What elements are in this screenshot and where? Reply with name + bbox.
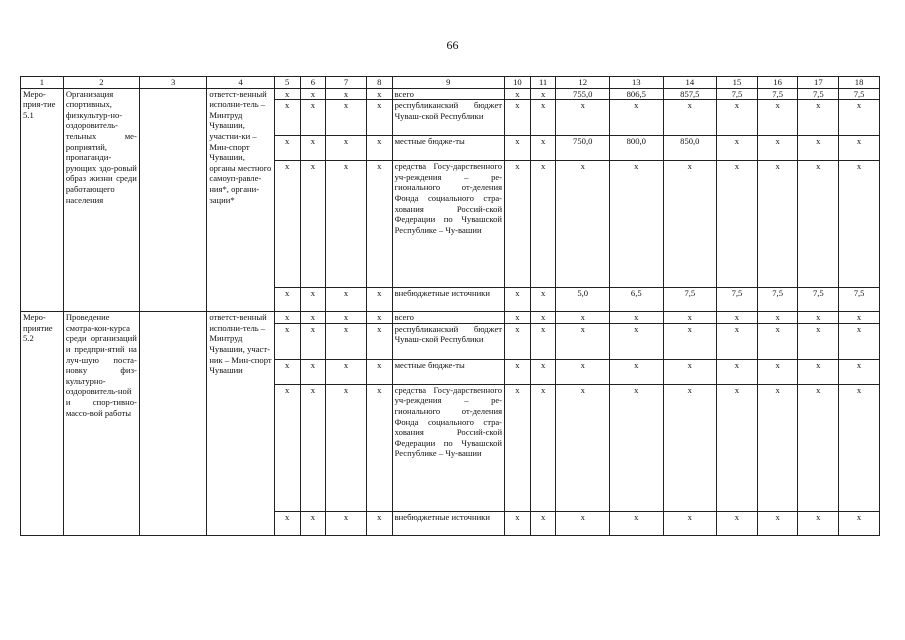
value-cell: x	[326, 136, 367, 161]
value-cell: x	[530, 136, 556, 161]
value-cell: x	[798, 359, 839, 384]
value-cell: x	[326, 288, 367, 312]
column-number: 18	[839, 77, 880, 89]
value-cell: x	[757, 323, 798, 359]
funding-source: внебюджетные источники	[392, 288, 504, 312]
value-cell: x	[300, 288, 326, 312]
funding-table	[20, 76, 880, 536]
value-cell: x	[717, 359, 758, 384]
value-cell: x	[505, 384, 531, 511]
value-cell: x	[505, 323, 531, 359]
value-cell: x	[274, 136, 300, 161]
value-cell: x	[505, 88, 531, 100]
value-cell: x	[366, 511, 392, 535]
value-cell: 850,0	[663, 136, 717, 161]
value-cell: 7,5	[839, 88, 880, 100]
value-cell: 7,5	[663, 288, 717, 312]
value-cell: x	[610, 312, 664, 324]
value-cell: x	[757, 161, 798, 288]
value-cell: x	[300, 312, 326, 324]
value-cell: x	[556, 323, 610, 359]
value-cell: x	[757, 100, 798, 136]
measure-name: Организация спортивных, физкультур-но-оздоровитель-тельных ме-роприятий, пропаганди-рующих здо-ровый образ жизни среди работающего населения	[63, 88, 139, 312]
value-cell: x	[663, 100, 717, 136]
measure-name: Проведение смотра-кон-курса среди организаций и предпри-ятий на луч-шую поста-новку физ-культурно-оздоровитель-ной и спор-тивно-массо-вой работы	[63, 312, 139, 536]
value-cell: x	[366, 384, 392, 511]
value-cell: 857,5	[663, 88, 717, 100]
column-number: 8	[366, 77, 392, 89]
value-cell: x	[556, 312, 610, 324]
value-cell: x	[366, 161, 392, 288]
value-cell: x	[839, 384, 880, 511]
value-cell: x	[505, 161, 531, 288]
value-cell: x	[300, 384, 326, 511]
value-cell: x	[300, 100, 326, 136]
measure-code: Меро-приятие 5.2	[21, 312, 64, 536]
value-cell: x	[839, 323, 880, 359]
value-cell: x	[274, 359, 300, 384]
value-cell: x	[300, 511, 326, 535]
value-cell: x	[366, 288, 392, 312]
value-cell: x	[366, 323, 392, 359]
funding-source: средства Госу-дарственного уч-реждения – ре-гионального от-деления Фонда социального стра-хования Россий-ской Федерации по Чувашской Республике – Чу-вашии	[392, 384, 504, 511]
value-cell: x	[300, 136, 326, 161]
funding-source: внебюджетные источники	[392, 511, 504, 535]
column-number: 17	[798, 77, 839, 89]
value-cell: x	[366, 359, 392, 384]
value-cell: x	[663, 323, 717, 359]
value-cell: x	[798, 136, 839, 161]
value-cell: x	[530, 288, 556, 312]
value-cell: x	[663, 161, 717, 288]
value-cell: x	[798, 323, 839, 359]
column-number: 1	[21, 77, 64, 89]
column-number: 14	[663, 77, 717, 89]
value-cell: x	[274, 288, 300, 312]
column-number: 9	[392, 77, 504, 89]
value-cell: x	[530, 511, 556, 535]
value-cell: x	[530, 88, 556, 100]
value-cell: x	[610, 359, 664, 384]
column-number: 11	[530, 77, 556, 89]
value-cell: x	[757, 359, 798, 384]
value-cell: 755,0	[556, 88, 610, 100]
funding-source: республиканский бюджет Чуваш-ской Республики	[392, 323, 504, 359]
value-cell: x	[366, 100, 392, 136]
value-cell: x	[610, 100, 664, 136]
value-cell: x	[505, 288, 531, 312]
value-cell: x	[326, 511, 367, 535]
value-cell: x	[663, 312, 717, 324]
value-cell: x	[556, 100, 610, 136]
value-cell: x	[839, 161, 880, 288]
value-cell: 806,5	[610, 88, 664, 100]
value-cell: x	[757, 511, 798, 535]
value-cell: x	[663, 359, 717, 384]
column-number: 7	[326, 77, 367, 89]
value-cell: x	[326, 88, 367, 100]
value-cell: x	[530, 312, 556, 324]
value-cell: 7,5	[757, 88, 798, 100]
value-cell: x	[326, 312, 367, 324]
value-cell: x	[839, 359, 880, 384]
value-cell: x	[717, 100, 758, 136]
value-cell: 750,0	[556, 136, 610, 161]
value-cell: x	[663, 384, 717, 511]
value-cell: x	[839, 312, 880, 324]
value-cell: x	[300, 161, 326, 288]
value-cell: x	[717, 511, 758, 535]
funding-source: республиканский бюджет Чуваш-ской Республики	[392, 100, 504, 136]
value-cell: x	[610, 511, 664, 535]
value-cell: x	[610, 323, 664, 359]
column-number: 3	[139, 77, 206, 89]
value-cell: x	[274, 100, 300, 136]
executor: ответст-венный исполни-тель – Минтруд Чувашии, участни-ки – Мин-спорт Чувашии, органы местного самоуп-равле-ния*, органи-зации*	[207, 88, 274, 312]
value-cell: x	[717, 161, 758, 288]
value-cell: x	[300, 88, 326, 100]
value-cell: x	[798, 384, 839, 511]
value-cell: x	[300, 323, 326, 359]
value-cell: x	[274, 323, 300, 359]
value-cell: x	[556, 359, 610, 384]
column-number: 16	[757, 77, 798, 89]
value-cell: x	[274, 511, 300, 535]
value-cell: x	[556, 161, 610, 288]
value-cell: 800,0	[610, 136, 664, 161]
value-cell: x	[610, 384, 664, 511]
value-cell: x	[530, 359, 556, 384]
value-cell: x	[530, 161, 556, 288]
value-cell: x	[326, 100, 367, 136]
value-cell: 5,0	[556, 288, 610, 312]
value-cell: x	[366, 88, 392, 100]
value-cell: x	[556, 384, 610, 511]
table-row	[21, 312, 880, 324]
column-number: 12	[556, 77, 610, 89]
value-cell: x	[530, 323, 556, 359]
value-cell: x	[717, 384, 758, 511]
column-number: 13	[610, 77, 664, 89]
page-number: 66	[446, 38, 459, 52]
value-cell: x	[839, 511, 880, 535]
value-cell: x	[505, 359, 531, 384]
value-cell: 7,5	[717, 288, 758, 312]
value-cell: x	[366, 136, 392, 161]
value-cell: x	[326, 323, 367, 359]
value-cell: x	[556, 511, 610, 535]
value-cell: x	[366, 312, 392, 324]
value-cell: x	[505, 312, 531, 324]
value-cell: x	[717, 323, 758, 359]
value-cell: x	[839, 136, 880, 161]
value-cell: x	[530, 100, 556, 136]
value-cell: x	[300, 359, 326, 384]
value-cell: 6,5	[610, 288, 664, 312]
column-number: 15	[717, 77, 758, 89]
value-cell: x	[274, 88, 300, 100]
value-cell: x	[798, 161, 839, 288]
column-number: 2	[63, 77, 139, 89]
value-cell: 7,5	[798, 88, 839, 100]
value-cell: x	[326, 384, 367, 511]
empty-cell	[139, 88, 206, 312]
value-cell: x	[326, 161, 367, 288]
value-cell: x	[757, 384, 798, 511]
value-cell: x	[274, 312, 300, 324]
value-cell: x	[610, 161, 664, 288]
value-cell: x	[757, 136, 798, 161]
value-cell: x	[717, 312, 758, 324]
measure-code: Меро-прия-тие 5.1	[21, 88, 64, 312]
value-cell: x	[839, 100, 880, 136]
value-cell: x	[505, 511, 531, 535]
value-cell: x	[326, 359, 367, 384]
executor: ответст-венный исполни-тель – Минтруд Чувашии, участ-ник – Мин-спорт Чувашии	[207, 312, 274, 536]
empty-cell	[139, 312, 206, 536]
value-cell: x	[274, 384, 300, 511]
value-cell: 7,5	[839, 288, 880, 312]
funding-source: средства Госу-дарственного уч-реждения – ре-гионального от-деления Фонда социального стра-хования Россий-ской Федерации по Чувашской Республике – Чу-вашии	[392, 161, 504, 288]
table-row	[21, 88, 880, 100]
column-number: 10	[505, 77, 531, 89]
value-cell: 7,5	[798, 288, 839, 312]
value-cell: x	[274, 161, 300, 288]
value-cell: 7,5	[717, 88, 758, 100]
value-cell: x	[717, 136, 758, 161]
value-cell: x	[530, 384, 556, 511]
column-number-row	[21, 77, 880, 89]
value-cell: x	[798, 100, 839, 136]
column-number: 6	[300, 77, 326, 89]
funding-source: всего	[392, 312, 504, 324]
funding-source: местные бюдже-ты	[392, 136, 504, 161]
value-cell: x	[663, 511, 717, 535]
value-cell: x	[798, 312, 839, 324]
value-cell: x	[505, 136, 531, 161]
value-cell: x	[757, 312, 798, 324]
column-number: 4	[207, 77, 274, 89]
column-number: 5	[274, 77, 300, 89]
funding-source: местные бюдже-ты	[392, 359, 504, 384]
value-cell: x	[798, 511, 839, 535]
value-cell: 7,5	[757, 288, 798, 312]
value-cell: x	[505, 100, 531, 136]
funding-source: всего	[392, 88, 504, 100]
